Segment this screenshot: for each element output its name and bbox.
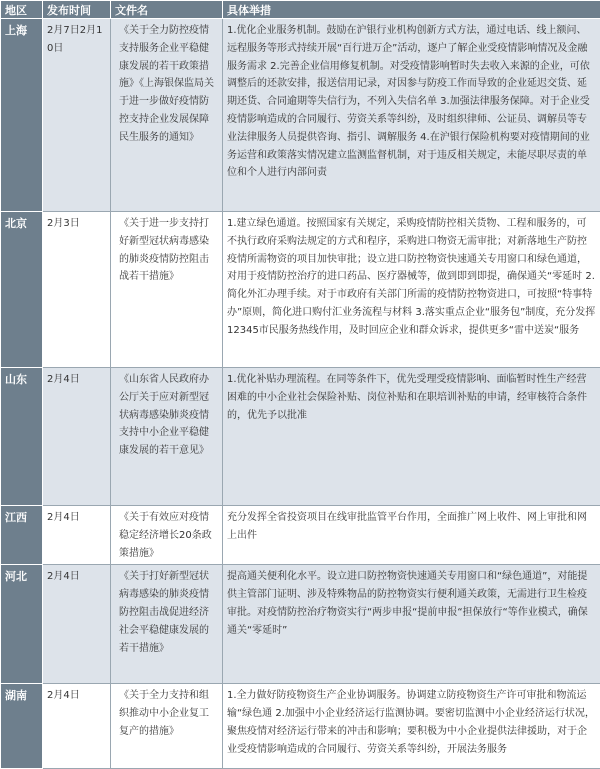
date-cell: 2月4日 <box>43 368 111 506</box>
measures-cell: 1.建立绿色通道。按照国家有关规定，采购疫情防控相关货物、工程和服务的，可不执行政府采购法规定的方式和程序，采购进口物资无需审批；对新落地生产防控疫情所需物资的项目加快审批；设立进口防控物资快速通关专用窗口和绿色通道，对用于疫情防控治疗的进口药品、医疗器械等，做到即到即提，确保通关“零延时 2.简化外汇办理手续。对于市政府有关部门所需的疫情防控物资进口，可按照“特事特办”原则，简化进口购付汇业务流程与材料 3.落实重点企业“服务包”制度，充分发挥12345市民服务热线作用，及时回应企业和群众诉求，提供更多“雷中送炭“服务 <box>223 212 600 368</box>
header-document: 文件名 <box>111 1 223 19</box>
document-cell: 《关于打好新型冠状病毒感染的肺炎疫情防控阻击战促进经济社会平稳健康发展的若干措施》 <box>111 565 223 684</box>
measures-cell: 1.优化企业服务机制。鼓励在沪银行业机构创新方式方法，通过电话、线上额问、远程服务等形式持续开展“百行进万企”活动，逐户了解企业受疫情影响情况及金融服务需求 2.完善企业信用修复机制。对受疫情影响暂时失去收入来源的企业，可依调整后的还款安排，报送信用记录，对因参与防疫工作而导致的企业延迟交货、延期还货、合同逾期等失信行为，不列入失信名单 3.加强法律服务保障。对于企业受疫情影响造成的合同履行、劳资关系等纠纷，及时组织律师、公证员、调解员等专业法律服务人员提供咨询、指引、调解服务 4.在沪银行保险机构要对疫情期间的业务运营和政策落实情况建立监测监督机制，对于违反相关规定，未能尽职尽责的单位和个人进行内部问责 <box>223 19 600 212</box>
document-cell: 《山东省人民政府办公厅关于应对新型冠状病毒感染肺炎疫情支持中小企业平稳健康发展的若干意见》 <box>111 368 223 506</box>
header-region: 地区 <box>1 1 43 19</box>
document-cell: 《关于全力防控疫情支持服务企业平稳健康发展的若干政策措施》《上海银保监局关于进一步做好疫情防控支持企业发展保障民生服务的通知》 <box>111 19 223 212</box>
table-row <box>1 19 600 212</box>
date-cell: 2月4日 <box>43 684 111 769</box>
date-cell: 2月4日 <box>43 565 111 684</box>
header-row <box>1 1 600 19</box>
document-cell: 《关于有效应对疫情稳定经济增长20条政策措施》 <box>111 506 223 565</box>
document-cell: 《关于进一步支持打好新型冠状病毒感染的肺炎疫情防控阻击战若干措施》 <box>111 212 223 368</box>
measures-cell: 1.全力做好防疫物资生产企业协调服务。协调建立防疫物资生产许可审批和物流运输“绿色通 2.加强中小企业经济运行监测协调。要密切监测中小企业经济运行状况，聚焦疫情对经济运行带来的冲击和影响；要积极为中小企业提供法律援助，对于企业受疫情影响造成的合同履行、劳资关系等纠纷，开展法务服务 <box>223 684 600 769</box>
measures-cell: 提高通关便利化水平。设立进口防控物资快速通关专用窗口和“绿色通道”，对能提供主管部门证明、涉及特殊物品的防控物资实行便利通关政策，无需进行卫生检疫审批。对疫情防控治疗物资实行“两步申报“提前申报“担保放行“等作业模式，确保通关“零延时” <box>223 565 600 684</box>
table-row <box>1 368 600 506</box>
region-cell: 山东 <box>1 368 43 506</box>
measures-cell: 充分发挥全省投资项目在线审批监管平台作用，全面推广网上收件、网上审批和网上出件 <box>223 506 600 565</box>
header-measures: 具体举措 <box>223 1 600 19</box>
date-cell: 2月4日 <box>43 506 111 565</box>
measures-cell: 1.优化补贴办理流程。在同等条件下，优先受理受疫情影响、面临暂时性生产经营困难的中小企业社会保险补贴、岗位补贴和在职培训补贴的申请，经审核符合条件的，优先予以批准 <box>223 368 600 506</box>
table-row <box>1 212 600 368</box>
region-cell: 江西 <box>1 506 43 565</box>
document-cell: 《关于全力支持和组织推动中小企业复工复产的措施》 <box>111 684 223 769</box>
table-row <box>1 565 600 684</box>
table-row <box>1 506 600 565</box>
region-cell: 湖南 <box>1 684 43 769</box>
table-row <box>1 684 600 769</box>
region-cell: 河北 <box>1 565 43 684</box>
region-cell: 北京 <box>1 212 43 368</box>
date-cell: 2月3日 <box>43 212 111 368</box>
region-cell: 上海 <box>1 19 43 212</box>
date-cell: 2月7日2月10日 <box>43 19 111 212</box>
header-date: 发布时间 <box>43 1 111 19</box>
